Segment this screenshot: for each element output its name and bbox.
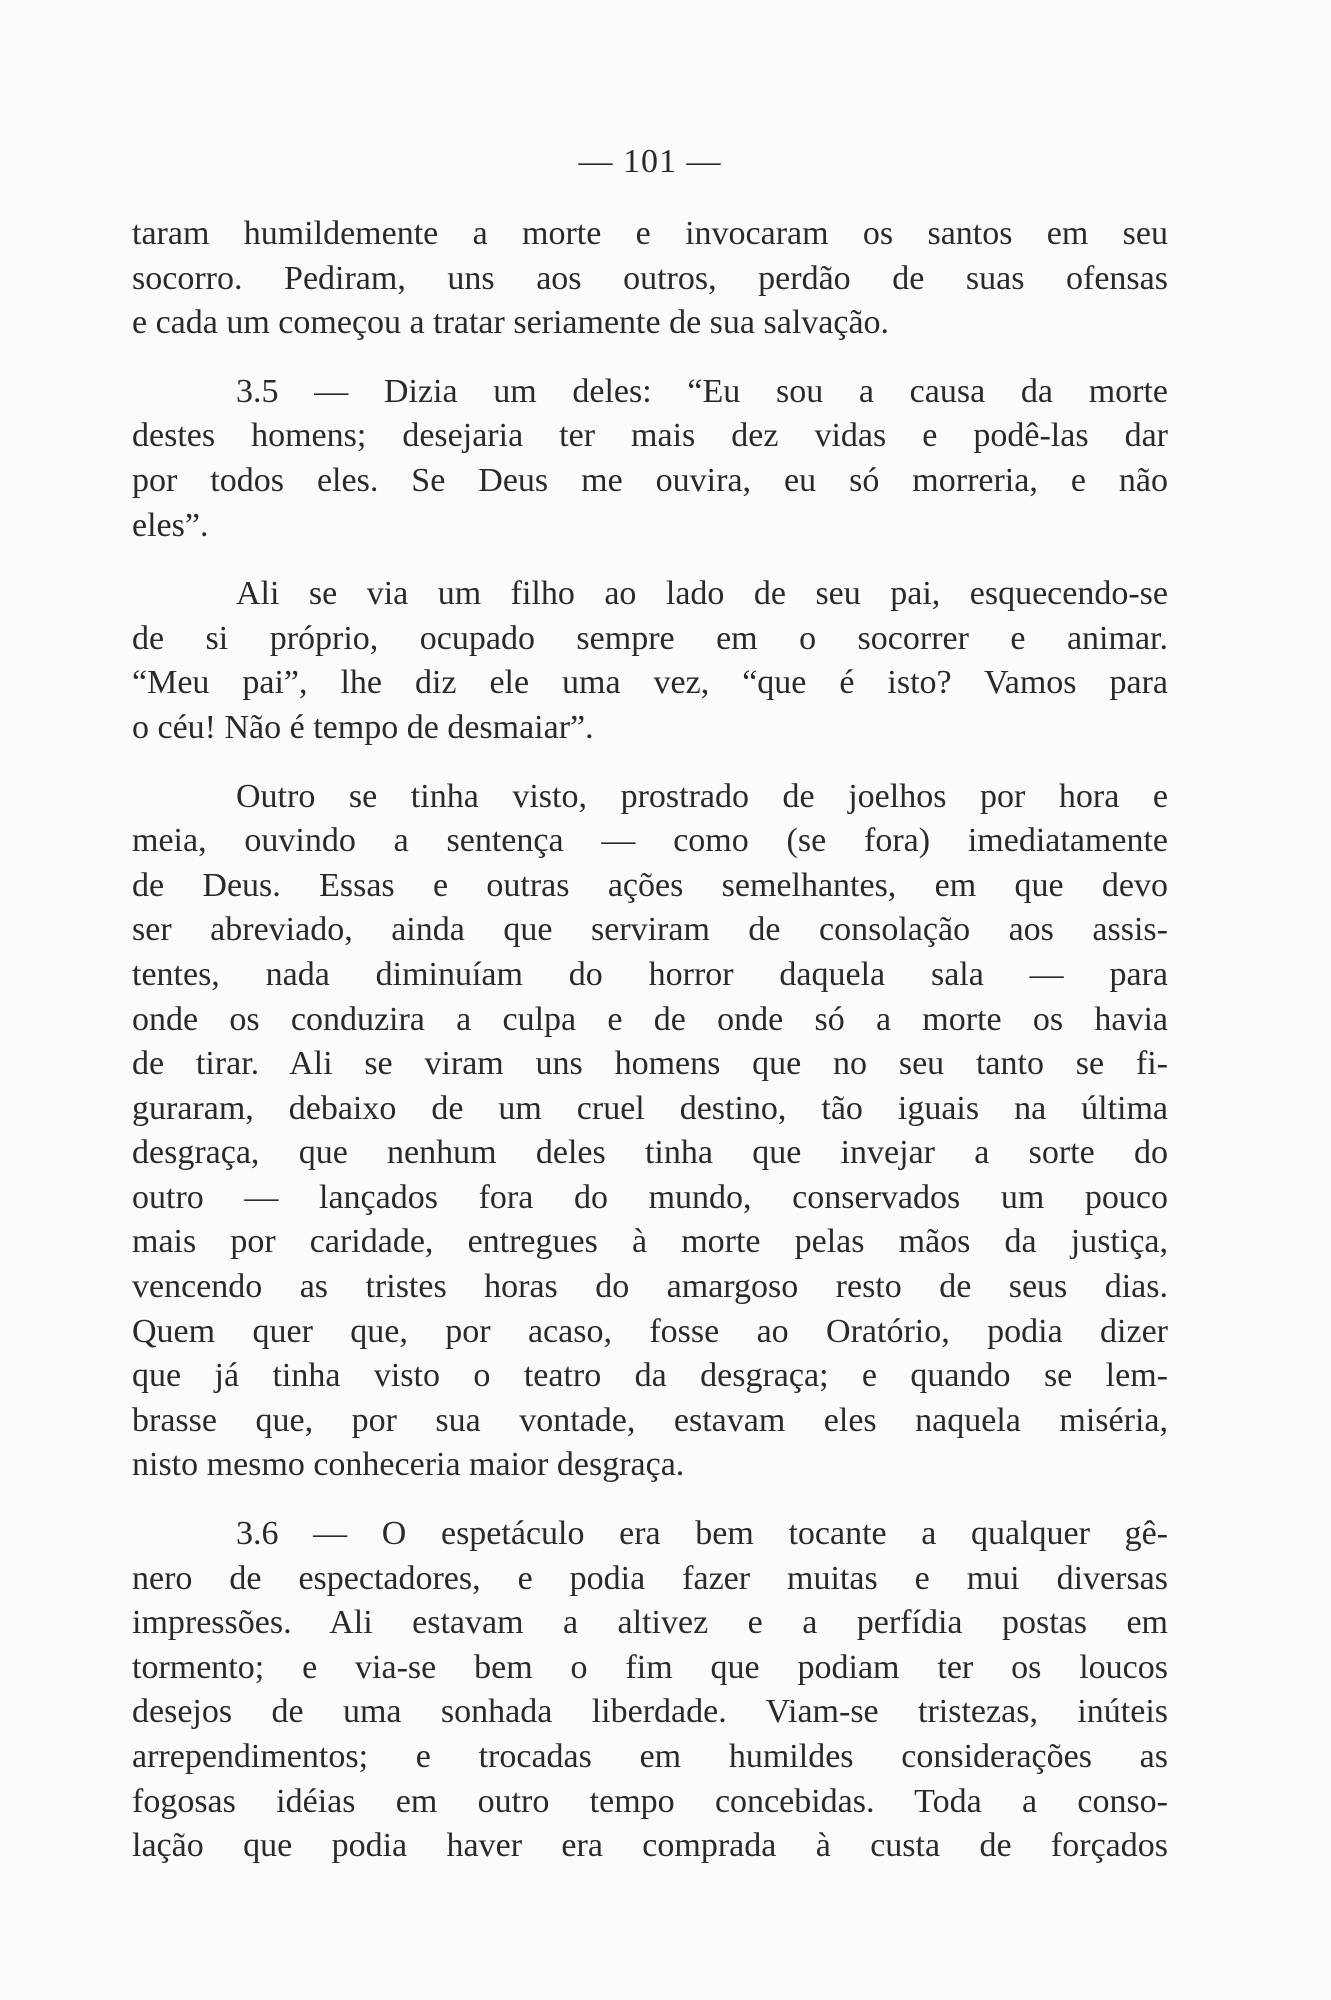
text-line: onde os conduzira a culpa e de onde só a morte os havia <box>132 1000 1168 1038</box>
text-line: Quem quer que, por acaso, fosse ao Oratório, podia dizer <box>132 1312 1168 1350</box>
text-line: Outro se tinha visto, prostrado de joelhos por hora e <box>236 777 1168 815</box>
text-line: tormento; e via-se bem o fim que podiam ter os loucos <box>132 1648 1168 1686</box>
text-line: lação que podia haver era comprada à custa de forçados <box>132 1827 1168 1865</box>
text-line: “Meu pai”, lhe diz ele uma vez, “que é isto? Vamos para <box>132 664 1168 702</box>
text-line: meia, ouvindo a sentença — como (se fora) imediatamente <box>132 822 1168 860</box>
text-line: guraram, debaixo de um cruel destino, tão iguais na última <box>132 1089 1168 1127</box>
text-line: 3.5 — Dizia um deles: “Eu sou a causa da morte <box>236 372 1168 410</box>
text-line: taram humildemente a morte e invocaram os santos em seu <box>132 215 1168 252</box>
text-line: nero de espectadores, e podia fazer muitas e mui diversas <box>132 1559 1168 1597</box>
text-line: de tirar. Ali se viram uns homens que no seu tanto se fi- <box>132 1045 1168 1083</box>
paragraph <box>132 370 1168 548</box>
book-page <box>132 140 1168 1893</box>
text-line: eles”. <box>132 506 209 544</box>
text-line: nisto mesmo conheceria maior desgraça. <box>132 1446 685 1484</box>
text-line: ser abreviado, ainda que serviram de consolação aos assis- <box>132 911 1168 949</box>
text-line: impressões. Ali estavam a altivez e a perfídia postas em <box>132 1604 1168 1642</box>
text-line: de si próprio, ocupado sempre em o socorrer e animar. <box>132 619 1168 657</box>
paragraph <box>132 775 1168 1489</box>
text-line: vencendo as tristes horas do amargoso resto de seus dias. <box>132 1268 1168 1306</box>
text-line: socorro. Pediram, uns aos outros, perdão de suas ofensas <box>132 259 1168 297</box>
text-line: brasse que, por sua vontade, estavam eles naquela miséria, <box>132 1401 1168 1439</box>
text-line: outro — lançados fora do mundo, conservados um pouco <box>132 1178 1168 1216</box>
text-line: desejos de uma sonhada liberdade. Viam-se tristezas, inúteis <box>132 1693 1168 1731</box>
page-number: — 101 — <box>578 143 722 180</box>
paragraph <box>132 212 1168 346</box>
text-line: e cada um começou a tratar seriamente de sua salvação. <box>132 304 890 342</box>
body-text <box>132 212 1168 1869</box>
text-line: desgraça, que nenhum deles tinha que invejar a sorte do <box>132 1134 1168 1172</box>
text-line: fogosas idéias em outro tempo concebidas. Toda a conso- <box>132 1782 1168 1820</box>
text-line: de Deus. Essas e outras ações semelhantes, em que devo <box>132 866 1168 904</box>
text-line: Ali se via um filho ao lado de seu pai, esquecendo-se <box>236 575 1168 613</box>
text-line: destes homens; desejaria ter mais dez vidas e podê-las dar <box>132 417 1168 455</box>
text-line: por todos eles. Se Deus me ouvira, eu só morreria, e não <box>132 461 1168 499</box>
text-line: tentes, nada diminuíam do horror daquela sala — para <box>132 955 1168 993</box>
paragraph <box>132 1512 1168 1869</box>
paragraph <box>132 572 1168 750</box>
text-line: que já tinha visto o teatro da desgraça; e quando se lem- <box>132 1357 1168 1395</box>
text-line: mais por caridade, entregues à morte pelas mãos da justiça, <box>132 1223 1168 1261</box>
text-line: o céu! Não é tempo de desmaiar”. <box>132 708 594 746</box>
text-line: 3.6 — O espetáculo era bem tocante a qualquer gê- <box>236 1515 1168 1553</box>
text-line: arrependimentos; e trocadas em humildes considerações as <box>132 1738 1168 1775</box>
